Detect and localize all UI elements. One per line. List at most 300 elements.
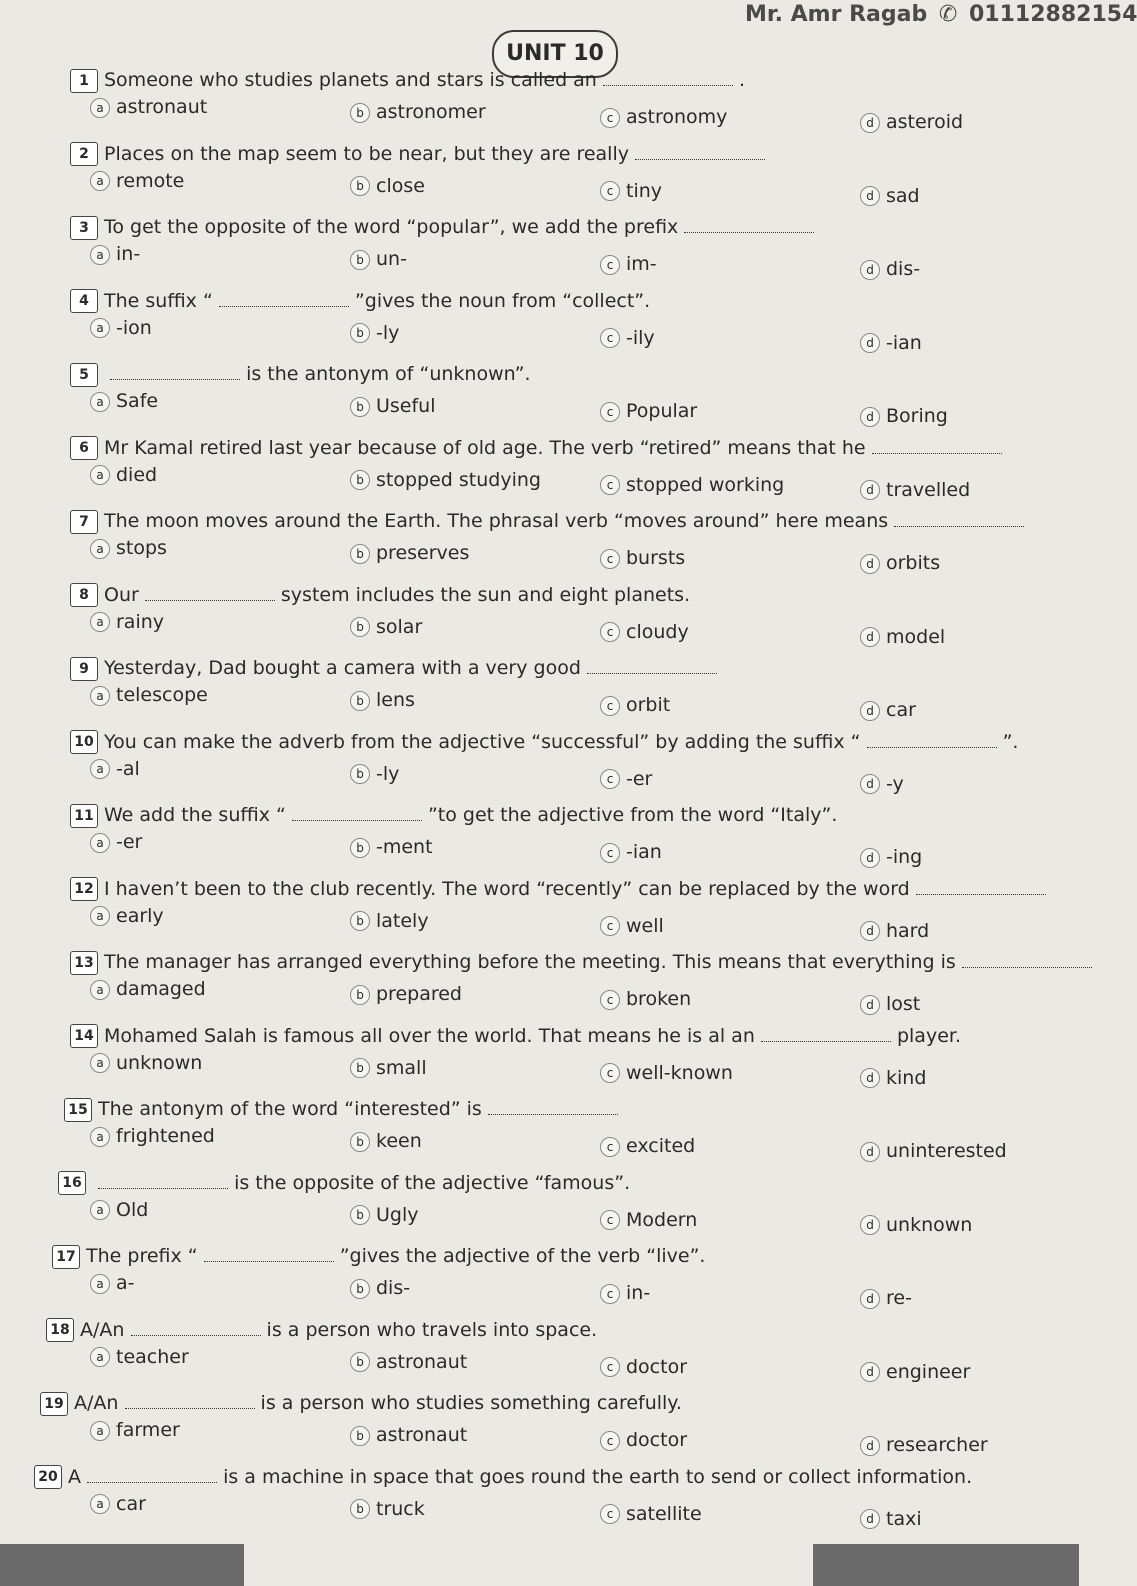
question-text: The prefix “: [86, 1245, 198, 1267]
option-b[interactable]: [350, 1057, 427, 1079]
option-c[interactable]: [600, 1503, 702, 1525]
option-letter: a: [90, 1347, 110, 1367]
option-text: well: [626, 914, 664, 937]
answer-blank[interactable]: [125, 1394, 255, 1409]
question-text-after: player.: [896, 1024, 961, 1047]
option-d[interactable]: [860, 1214, 972, 1236]
option-text: bursts: [626, 547, 686, 569]
option-text: -ly: [376, 321, 400, 344]
option-letter: d: [860, 480, 880, 500]
question-number: 10: [70, 730, 98, 754]
question-text-after: ”gives the noun from “collect”.: [354, 289, 651, 312]
option-c[interactable]: [600, 253, 657, 275]
option-letter: c: [600, 1137, 620, 1157]
option-d[interactable]: [860, 552, 940, 574]
option-a[interactable]: [90, 317, 152, 339]
option-letter: b: [350, 1058, 370, 1078]
question-number: 12: [70, 877, 98, 901]
option-a[interactable]: [90, 1346, 189, 1368]
question-number: 13: [70, 951, 98, 975]
option-letter: b: [350, 911, 370, 931]
option-c[interactable]: [600, 400, 697, 422]
option-c[interactable]: [600, 327, 655, 349]
option-b[interactable]: [350, 248, 407, 270]
option-text: in-: [116, 243, 141, 265]
question-stem: [70, 142, 1049, 167]
option-b[interactable]: [350, 1424, 467, 1446]
question-stem: [46, 1318, 1049, 1343]
answer-blank[interactable]: [110, 365, 240, 380]
question-number: 16: [58, 1171, 86, 1195]
option-c[interactable]: [600, 1135, 695, 1157]
option-letter: a: [90, 465, 110, 485]
question-stem: [34, 1465, 1049, 1490]
question-number: 4: [70, 289, 98, 313]
question-stem: [64, 1097, 1049, 1122]
option-letter: d: [860, 260, 880, 280]
option-letter: d: [860, 774, 880, 794]
option-letter: a: [90, 906, 110, 926]
option-d[interactable]: [860, 479, 970, 501]
option-text: in-: [626, 1282, 651, 1304]
option-c[interactable]: [600, 474, 784, 496]
option-text: un-: [376, 248, 407, 270]
option-c[interactable]: [600, 841, 662, 863]
option-text: farmer: [116, 1419, 180, 1441]
answer-blank[interactable]: [488, 1100, 618, 1115]
option-text: close: [376, 174, 425, 197]
question-stem: [40, 1391, 1049, 1416]
option-a[interactable]: [90, 390, 158, 412]
option-text: astronaut: [376, 1350, 468, 1373]
option-text: cloudy: [626, 620, 689, 643]
question-stem: [70, 436, 1049, 461]
option-text: unknown: [116, 1051, 203, 1074]
option-letter: a: [90, 612, 110, 632]
option-text: stopped working: [626, 473, 785, 496]
option-text: rainy: [116, 610, 165, 633]
option-text: dis-: [376, 1277, 411, 1299]
answer-blank[interactable]: [962, 953, 1092, 968]
question-text-after: system includes the sun and eight planets.: [280, 583, 691, 606]
option-letter: c: [600, 622, 620, 642]
question-number: 3: [70, 216, 98, 240]
option-letter: b: [350, 250, 370, 270]
option-b[interactable]: [350, 763, 399, 785]
option-letter: b: [350, 764, 370, 784]
option-letter: c: [600, 475, 620, 495]
option-b[interactable]: [350, 983, 462, 1005]
option-b[interactable]: [350, 395, 436, 417]
option-text: -ly: [376, 762, 400, 785]
option-text: solar: [376, 615, 423, 638]
option-letter: a: [90, 245, 110, 265]
option-c[interactable]: [600, 694, 670, 716]
answer-blank[interactable]: [292, 806, 422, 821]
question-text: We add the suffix “: [104, 804, 286, 826]
question-stem: [70, 68, 1049, 93]
option-letter: b: [350, 1426, 370, 1446]
option-a[interactable]: [90, 464, 157, 486]
option-letter: d: [860, 1068, 880, 1088]
footer-bar-left: [0, 1544, 244, 1586]
option-c[interactable]: [600, 1062, 733, 1084]
option-letter: a: [90, 980, 110, 1000]
option-d[interactable]: [860, 993, 920, 1015]
question-stem: [70, 803, 1049, 828]
option-text: doctor: [626, 1355, 688, 1378]
answer-blank[interactable]: [761, 1027, 891, 1042]
question-text: I haven’t been to the club recently. The word “recently” can be replaced by the word: [104, 877, 910, 900]
option-letter: d: [860, 1215, 880, 1235]
option-c[interactable]: [600, 180, 662, 202]
option-d[interactable]: [860, 258, 920, 280]
option-d[interactable]: [860, 1361, 970, 1383]
option-letter: b: [350, 1205, 370, 1225]
option-a[interactable]: [90, 170, 184, 192]
option-d[interactable]: [860, 332, 922, 354]
option-text: damaged: [116, 978, 206, 1000]
option-text: sad: [886, 184, 920, 207]
option-d[interactable]: [860, 111, 963, 133]
option-a[interactable]: [90, 1419, 180, 1441]
answer-blank[interactable]: [894, 512, 1024, 527]
question-stem: [70, 362, 1049, 387]
option-b[interactable]: [350, 1351, 467, 1373]
option-c[interactable]: [600, 547, 685, 569]
option-letter: c: [600, 1504, 620, 1524]
option-text: lens: [376, 689, 415, 711]
option-text: remote: [116, 169, 185, 192]
option-b[interactable]: [350, 1130, 422, 1152]
option-b[interactable]: [350, 616, 422, 638]
option-text: stops: [116, 537, 167, 559]
question-text: A: [68, 1465, 81, 1488]
answer-blank[interactable]: [635, 145, 765, 160]
question-stem: [52, 1244, 1049, 1269]
option-c[interactable]: [600, 1282, 650, 1304]
option-d[interactable]: [860, 1067, 926, 1089]
option-letter: d: [860, 1362, 880, 1382]
answer-blank[interactable]: [603, 71, 733, 86]
option-a[interactable]: [90, 243, 140, 265]
option-c[interactable]: [600, 106, 727, 128]
option-d[interactable]: [860, 1508, 922, 1530]
question-text: Yesterday, Dad bought a camera with a very good: [104, 657, 581, 679]
option-text: Old: [116, 1198, 149, 1221]
option-b[interactable]: [350, 1204, 419, 1226]
option-letter: a: [90, 1053, 110, 1073]
option-text: prepared: [376, 983, 462, 1005]
option-text: astronaut: [376, 1424, 468, 1446]
option-a[interactable]: [90, 1052, 202, 1074]
option-letter: b: [350, 985, 370, 1005]
option-text: doctor: [626, 1429, 688, 1451]
phone-icon: ✆: [938, 2, 958, 27]
question-stem: [70, 289, 1049, 314]
option-text: uninterested: [886, 1140, 1007, 1162]
option-b[interactable]: [350, 1277, 410, 1299]
option-d[interactable]: [860, 185, 920, 207]
answer-blank[interactable]: [145, 586, 275, 601]
option-letter: a: [90, 1421, 110, 1441]
option-text: dis-: [886, 258, 921, 280]
option-letter: d: [860, 995, 880, 1015]
option-text: Useful: [376, 395, 436, 417]
question-text: A/An: [80, 1318, 125, 1341]
option-c[interactable]: [600, 768, 652, 790]
question-text-after: ”.: [1002, 730, 1019, 753]
option-text: broken: [626, 988, 692, 1010]
option-letter: b: [350, 691, 370, 711]
option-letter: b: [350, 1352, 370, 1372]
option-letter: b: [350, 470, 370, 490]
option-text: teacher: [116, 1345, 189, 1368]
option-text: kind: [886, 1066, 927, 1089]
option-text: travelled: [886, 478, 971, 501]
option-letter: a: [90, 686, 110, 706]
option-letter: d: [860, 1142, 880, 1162]
option-letter: c: [600, 843, 620, 863]
question-number: 6: [70, 436, 98, 460]
option-text: im-: [626, 253, 657, 275]
option-letter: d: [860, 921, 880, 941]
question-text: Places on the map seem to be near, but they are really: [104, 142, 629, 165]
option-a[interactable]: [90, 978, 206, 1000]
question-stem: [70, 509, 1049, 534]
question-text-after: is the opposite of the adjective “famous”.: [234, 1171, 631, 1194]
option-a[interactable]: [90, 1493, 146, 1515]
answer-blank[interactable]: [87, 1468, 217, 1483]
question-number: 2: [70, 142, 98, 166]
answer-blank[interactable]: [204, 1247, 334, 1262]
option-letter: d: [860, 407, 880, 427]
option-text: orbits: [886, 552, 941, 574]
option-text: re-: [886, 1287, 912, 1309]
option-text: -er: [116, 831, 143, 853]
option-a[interactable]: [90, 96, 207, 118]
option-text: keen: [376, 1130, 422, 1152]
option-text: model: [886, 625, 946, 648]
option-letter: c: [600, 1431, 620, 1451]
option-text: car: [116, 1492, 146, 1515]
option-letter: d: [860, 627, 880, 647]
option-letter: d: [860, 1436, 880, 1456]
option-letter: d: [860, 1509, 880, 1529]
option-d[interactable]: [860, 920, 929, 942]
option-letter: d: [860, 113, 880, 133]
option-text: excited: [626, 1135, 696, 1157]
option-d[interactable]: [860, 1140, 1007, 1162]
option-b[interactable]: [350, 101, 486, 123]
option-text: Ugly: [376, 1203, 419, 1226]
option-letter: c: [600, 1210, 620, 1230]
option-text: -ment: [376, 836, 433, 858]
option-b[interactable]: [350, 469, 541, 491]
question-text-after: is the antonym of “unknown”.: [246, 363, 531, 385]
option-a[interactable]: [90, 1272, 135, 1294]
option-a[interactable]: [90, 758, 140, 780]
answer-blank[interactable]: [98, 1174, 228, 1189]
option-d[interactable]: [860, 626, 945, 648]
question-text: The moon moves around the Earth. The phrasal verb “moves around” here means: [104, 510, 889, 532]
answer-blank[interactable]: [587, 659, 717, 674]
question-stem: [70, 583, 1049, 608]
question-text: Someone who studies planets and stars is called an: [104, 69, 597, 91]
question-text-after: .: [738, 69, 745, 91]
option-text: satellite: [626, 1502, 702, 1525]
option-letter: a: [90, 833, 110, 853]
option-text: -y: [886, 772, 904, 795]
option-text: Popular: [626, 400, 698, 422]
option-letter: c: [600, 1284, 620, 1304]
option-text: well-known: [626, 1061, 733, 1084]
option-letter: c: [600, 108, 620, 128]
question-number: 17: [52, 1245, 80, 1269]
option-a[interactable]: [90, 684, 208, 706]
question-number: 11: [70, 804, 98, 828]
option-letter: d: [860, 333, 880, 353]
option-letter: b: [350, 397, 370, 417]
option-d[interactable]: [860, 1434, 988, 1456]
option-d[interactable]: [860, 699, 916, 721]
option-letter: d: [860, 186, 880, 206]
question-number: 7: [70, 510, 98, 534]
question-number: 20: [34, 1465, 62, 1489]
option-letter: b: [350, 323, 370, 343]
option-a[interactable]: [90, 537, 167, 559]
question-text: Our: [104, 583, 139, 606]
unit-title: UNIT 10: [492, 30, 618, 78]
option-text: Boring: [886, 405, 948, 427]
option-letter: a: [90, 98, 110, 118]
option-text: astronomer: [376, 101, 486, 123]
option-text: -ian: [626, 841, 662, 863]
option-letter: c: [600, 990, 620, 1010]
option-letter: c: [600, 255, 620, 275]
option-c[interactable]: [600, 621, 689, 643]
question-number: 19: [40, 1392, 68, 1416]
option-text: Modern: [626, 1208, 698, 1231]
option-c[interactable]: [600, 1209, 697, 1231]
answer-blank[interactable]: [131, 1321, 261, 1336]
option-letter: d: [860, 701, 880, 721]
option-letter: c: [600, 1357, 620, 1377]
question-stem: [70, 730, 1049, 755]
option-letter: b: [350, 103, 370, 123]
option-text: researcher: [886, 1434, 988, 1456]
question-stem: [58, 1171, 1049, 1196]
option-letter: a: [90, 759, 110, 779]
option-letter: b: [350, 544, 370, 564]
option-a[interactable]: [90, 831, 142, 853]
question-text-after: is a machine in space that goes round the earth to send or collect information.: [223, 1465, 973, 1488]
option-text: early: [116, 904, 164, 927]
option-b[interactable]: [350, 836, 433, 858]
option-text: frightened: [116, 1125, 215, 1147]
option-text: orbit: [626, 694, 671, 716]
option-letter: c: [600, 181, 620, 201]
question-number: 8: [70, 583, 98, 607]
option-b[interactable]: [350, 1498, 425, 1520]
option-a[interactable]: [90, 1199, 148, 1221]
option-letter: c: [600, 328, 620, 348]
option-c[interactable]: [600, 1429, 687, 1451]
option-text: -ion: [116, 316, 152, 339]
question-stem: [70, 656, 1049, 681]
option-text: preserves: [376, 542, 470, 564]
option-a[interactable]: [90, 905, 164, 927]
option-text: hard: [886, 919, 930, 942]
option-letter: a: [90, 392, 110, 412]
option-c[interactable]: [600, 1356, 687, 1378]
option-letter: a: [90, 318, 110, 338]
answer-blank[interactable]: [867, 733, 997, 748]
option-text: -al: [116, 757, 140, 780]
question-number: 18: [46, 1318, 74, 1342]
question-stem: [70, 1024, 1049, 1049]
answer-blank[interactable]: [219, 292, 349, 307]
option-letter: a: [90, 171, 110, 191]
option-a[interactable]: [90, 611, 164, 633]
option-d[interactable]: [860, 405, 948, 427]
option-letter: a: [90, 1127, 110, 1147]
option-text: tiny: [626, 179, 663, 202]
question-text: The antonym of the word “interested” is: [98, 1098, 482, 1120]
question-text: To get the opposite of the word “popular”, we add the prefix: [104, 216, 679, 238]
option-d[interactable]: [860, 1287, 912, 1309]
option-b[interactable]: [350, 910, 429, 932]
option-d[interactable]: [860, 846, 922, 868]
option-c[interactable]: [600, 915, 664, 937]
option-b[interactable]: [350, 175, 425, 197]
question-text: Mr Kamal retired last year because of old age. The verb “retired” means that he: [104, 436, 866, 459]
question-number: 15: [64, 1098, 92, 1122]
option-text: truck: [376, 1497, 425, 1520]
answer-blank[interactable]: [872, 439, 1002, 454]
question-number: 14: [70, 1024, 98, 1048]
option-a[interactable]: [90, 1125, 215, 1147]
question-number: 5: [70, 363, 98, 387]
option-text: -ian: [886, 331, 922, 354]
option-text: taxi: [886, 1507, 922, 1530]
question-text-after: is a person who travels into space.: [266, 1318, 598, 1341]
question-text-after: is a person who studies something carefully.: [260, 1392, 682, 1414]
page-header: [745, 2, 1137, 54]
option-text: unknown: [886, 1213, 973, 1236]
option-letter: a: [90, 539, 110, 559]
option-c[interactable]: [600, 988, 691, 1010]
option-text: -er: [626, 767, 653, 790]
option-letter: b: [350, 176, 370, 196]
option-text: -ing: [886, 846, 923, 868]
option-letter: c: [600, 549, 620, 569]
option-letter: c: [600, 402, 620, 422]
option-text: astronaut: [116, 96, 208, 118]
option-b[interactable]: [350, 689, 415, 711]
option-text: a-: [116, 1272, 135, 1294]
option-d[interactable]: [860, 773, 904, 795]
option-letter: a: [90, 1494, 110, 1514]
option-b[interactable]: [350, 542, 469, 564]
option-b[interactable]: [350, 322, 399, 344]
option-text: died: [116, 463, 158, 486]
answer-blank[interactable]: [916, 880, 1046, 895]
option-text: Safe: [116, 390, 159, 412]
option-letter: c: [600, 696, 620, 716]
answer-blank[interactable]: [684, 218, 814, 233]
option-letter: c: [600, 769, 620, 789]
